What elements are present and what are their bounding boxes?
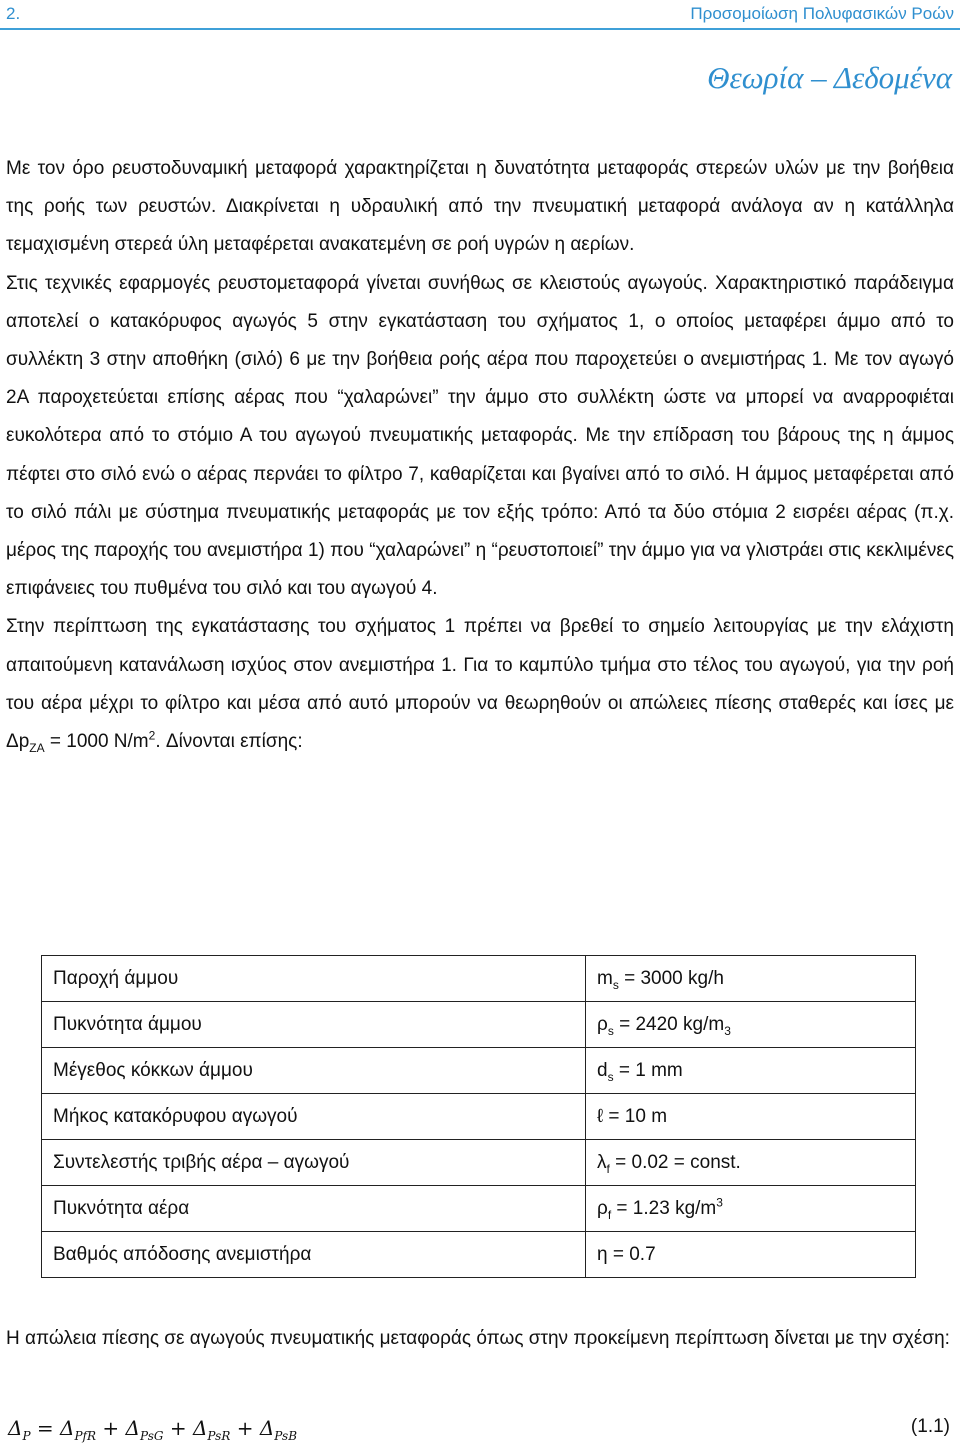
param-value: $\rho_f = 1.23$ $kg/m^3$ xyxy=(586,1186,916,1232)
table-row xyxy=(42,1002,916,1048)
table-row xyxy=(42,1140,916,1186)
task-subscript: ZA xyxy=(29,740,45,755)
page-header xyxy=(0,0,960,30)
section-title: Θεωρία – Δεδομένα xyxy=(707,60,952,95)
after-table-text xyxy=(6,1320,954,1358)
table-row xyxy=(42,956,916,1002)
param-value: η = 0.7 xyxy=(586,1232,916,1278)
param-value: $m_s = 3000$ kg/h xyxy=(586,956,916,1002)
param-label: Μήκος κατακόρυφου αγωγού xyxy=(42,1094,586,1140)
header-title: Προσομοίωση Πολυφασικών Ροών xyxy=(690,4,954,23)
equation-number: (1.1) xyxy=(910,1416,950,1437)
param-value: $\rho_s = 2420$ $kg/m_3$ xyxy=(586,1002,916,1048)
table-row xyxy=(42,1232,916,1278)
param-value: $\lambda_f = 0.02$ = const. xyxy=(586,1140,916,1186)
param-value: ℓ = 10 m xyxy=(586,1094,916,1140)
param-value: $d_s = 1$ mm xyxy=(586,1048,916,1094)
task-end: . Δίνονται επίσης: xyxy=(155,731,303,753)
table-row xyxy=(42,1048,916,1094)
paragraph-intro: Με τον όρο ρευστοδυναμική μεταφορά χαρακτηρίζεται η δυνατότητα μεταφοράς στερεών υλών με την βοήθεια της ροής των ρευστών. Διακρίνεται η υδραυλική από την πνευματική μεταφορά ανάλογα αν η κατάλληλα τεμαχισμένη στερεά ύλη μεταφέρεται ανακατεμένη σε ροή υγρών η αερίων. xyxy=(6,158,954,256)
paragraph-example: Στις τεχνικές εφαρμογές ρευστομεταφορά γίνεται συνήθως σε κλειστούς αγωγούς. Χαρακτηριστικό παράδειγμα αποτελεί ο κατακόρυφος αγωγός 5 στην εγκατάσταση του σχήματος 1, ο οποίος μεταφέρει άμμο από το συλλέκτη 3 στην αποθήκη (σιλό) 6 με την βοήθεια ροής αέρα που παροχετεύει ο ανεμιστήρας 1. Με τον αγωγό 2Α παροχετεύεται επίσης αέρας που “χαλαρώνει” την άμμο στο συλλέκτη ώστε να μπορεί να αναρροφιέται ευκολότερα από το στόμιο Α του αγωγού πνευματικής μεταφοράς. Με την επίδραση του βάρους της η άμμος πέφτει στο σιλό ενώ ο αέρας περνάει το φίλτρο 7, καθαρίζεται και βγαίνει από το σιλό. Η άμμος μεταφέρεται από το σιλό πάλι με σύστημα πνευματικής μεταφοράς με τον εξής τρόπο: Από τα δύο στόμια 2 εισρέει αέρας (π.χ. μέρος της παροχής του ανεμιστήρα 1) που “χαλαρώνει” η “ρευστοποιεί” την άμμο για να γλιστράει στις κεκλιμένες επιφάνειες του πυθμένα του σιλό και του αγωγού 4. xyxy=(6,272,954,600)
body-text xyxy=(6,150,954,761)
param-label: Βαθμός απόδοσης ανεμιστήρα xyxy=(42,1232,586,1278)
parameters-table xyxy=(41,955,916,1278)
paragraph-relation: Η απώλεια πίεσης σε αγωγούς πνευματικής μεταφοράς όπως στην προκείμενη περίπτωση δίνεται με την σχέση: xyxy=(6,1328,950,1349)
equation-formula: $\Delta_P = \Delta_{PfR} + \Delta_{PsG} + \Delta_{PsR} + \Delta_{PsB}$ xyxy=(8,1416,298,1443)
paragraph-task xyxy=(6,608,954,761)
param-label: Πυκνότητα άμμου xyxy=(42,1002,586,1048)
param-label: Συντελεστής τριβής αέρα – αγωγού xyxy=(42,1140,586,1186)
param-label: Παροχή άμμου xyxy=(42,956,586,1002)
chapter-number: 2. xyxy=(6,4,21,23)
table-row xyxy=(42,1094,916,1140)
param-label: Πυκνότητα αέρα xyxy=(42,1186,586,1232)
equation xyxy=(6,1416,954,1448)
param-label: Μέγεθος κόκκων άμμου xyxy=(42,1048,586,1094)
task-superscript: 2 xyxy=(148,728,156,743)
table-row xyxy=(42,1186,916,1232)
task-value: = 1000 N/m xyxy=(44,731,149,753)
task-text: Στην περίπτωση της εγκατάστασης του σχήματος 1 πρέπει να βρεθεί το σημείο λειτουργίας με την ελάχιστη απαιτούμενη κατανάλωση ισχύος στον ανεμιστήρα 1. Για το καμπύλο τμήμα στο τέλος του αγωγού, για την ροή του αέρα μέχρι το φίλτρο και μέσα από αυτό μπορούν να θεωρηθούν οι απώλειες πίεσης σταθερές και ίσες με Δp xyxy=(6,616,954,753)
